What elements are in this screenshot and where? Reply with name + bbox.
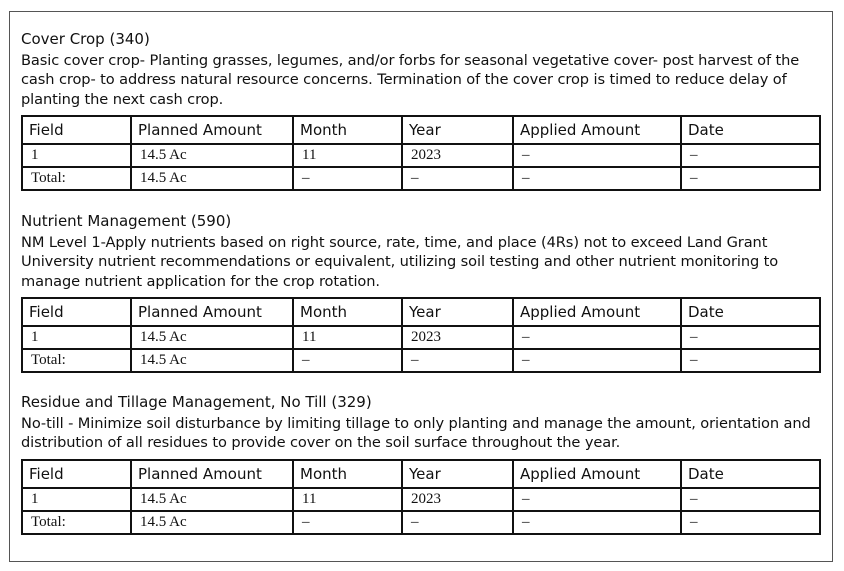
cell-date: – <box>681 144 820 167</box>
cell-date: – <box>681 488 820 511</box>
cell-field: Total: <box>22 511 131 534</box>
cell-planned-amount: 14.5 Ac <box>131 144 293 167</box>
table-total-row <box>22 349 820 372</box>
column-header-planned-amount: Planned Amount <box>131 460 293 488</box>
cell-applied-amount: – <box>513 144 681 167</box>
cell-date: – <box>681 349 820 372</box>
cell-date: – <box>681 326 820 349</box>
column-header-year: Year <box>402 460 513 488</box>
table-row <box>22 144 820 167</box>
column-header-month: Month <box>293 460 402 488</box>
table-header-row <box>22 298 820 326</box>
column-header-applied-amount: Applied Amount <box>513 298 681 326</box>
table-header-row <box>22 116 820 144</box>
cell-date: – <box>681 167 820 190</box>
cell-year: 2023 <box>402 488 513 511</box>
cell-planned-amount: 14.5 Ac <box>131 511 293 534</box>
column-header-date: Date <box>681 298 820 326</box>
practice-table <box>21 297 821 373</box>
cell-date: – <box>681 511 820 534</box>
cell-field: 1 <box>22 144 131 167</box>
cell-year: – <box>402 349 513 372</box>
table-total-row <box>22 511 820 534</box>
table-row <box>22 326 820 349</box>
cell-month: 11 <box>293 326 402 349</box>
table-total-row <box>22 167 820 190</box>
practice-section-cover-crop <box>21 30 819 191</box>
column-header-date: Date <box>681 116 820 144</box>
column-header-field: Field <box>22 116 131 144</box>
column-header-planned-amount: Planned Amount <box>131 298 293 326</box>
cell-applied-amount: – <box>513 326 681 349</box>
cell-field: Total: <box>22 349 131 372</box>
table-header-row <box>22 460 820 488</box>
cell-applied-amount: – <box>513 349 681 372</box>
practice-section-nutrient-management <box>21 212 819 373</box>
cell-year: 2023 <box>402 326 513 349</box>
practice-table <box>21 115 821 191</box>
cell-year: – <box>402 167 513 190</box>
cell-applied-amount: – <box>513 488 681 511</box>
cell-applied-amount: – <box>513 511 681 534</box>
cell-field: 1 <box>22 488 131 511</box>
cell-month: – <box>293 167 402 190</box>
cell-planned-amount: 14.5 Ac <box>131 488 293 511</box>
column-header-planned-amount: Planned Amount <box>131 116 293 144</box>
column-header-year: Year <box>402 116 513 144</box>
cell-field: Total: <box>22 167 131 190</box>
column-header-date: Date <box>681 460 820 488</box>
cell-month: 11 <box>293 144 402 167</box>
cell-applied-amount: – <box>513 167 681 190</box>
column-header-applied-amount: Applied Amount <box>513 116 681 144</box>
cell-planned-amount: 14.5 Ac <box>131 167 293 190</box>
cell-field: 1 <box>22 326 131 349</box>
table-row <box>22 488 820 511</box>
cell-planned-amount: 14.5 Ac <box>131 326 293 349</box>
section-title: Cover Crop (340) <box>21 30 150 48</box>
column-header-field: Field <box>22 298 131 326</box>
column-header-applied-amount: Applied Amount <box>513 460 681 488</box>
section-description: Basic cover crop- Planting grasses, legumes, and/or forbs for seasonal vegetative cover- post harvest of the cash crop- to address natural resource concerns. Termination of the cover crop is timed to reduce delay of planting the next cash crop. <box>21 52 800 108</box>
practice-section-residue-tillage <box>21 393 819 535</box>
section-title: Nutrient Management (590) <box>21 212 232 230</box>
column-header-month: Month <box>293 298 402 326</box>
section-description: No-till - Minimize soil disturbance by limiting tillage to only planting and manage the amount, orientation and distribution of all residues to provide cover on the soil surface throughout the year. <box>21 415 811 452</box>
cell-planned-amount: 14.5 Ac <box>131 349 293 372</box>
column-header-field: Field <box>22 460 131 488</box>
cell-year: – <box>402 511 513 534</box>
cell-month: – <box>293 349 402 372</box>
practice-table <box>21 459 821 535</box>
cell-month: – <box>293 511 402 534</box>
section-description: NM Level 1-Apply nutrients based on right source, rate, time, and place (4Rs) not to exceed Land Grant University nutrient recommendations or equivalent, utilizing soil testing and other nutrient monitoring to manage nutrient application for the crop rotation. <box>21 234 779 290</box>
cell-year: 2023 <box>402 144 513 167</box>
column-header-year: Year <box>402 298 513 326</box>
section-title: Residue and Tillage Management, No Till (329) <box>21 393 372 411</box>
column-header-month: Month <box>293 116 402 144</box>
cell-month: 11 <box>293 488 402 511</box>
